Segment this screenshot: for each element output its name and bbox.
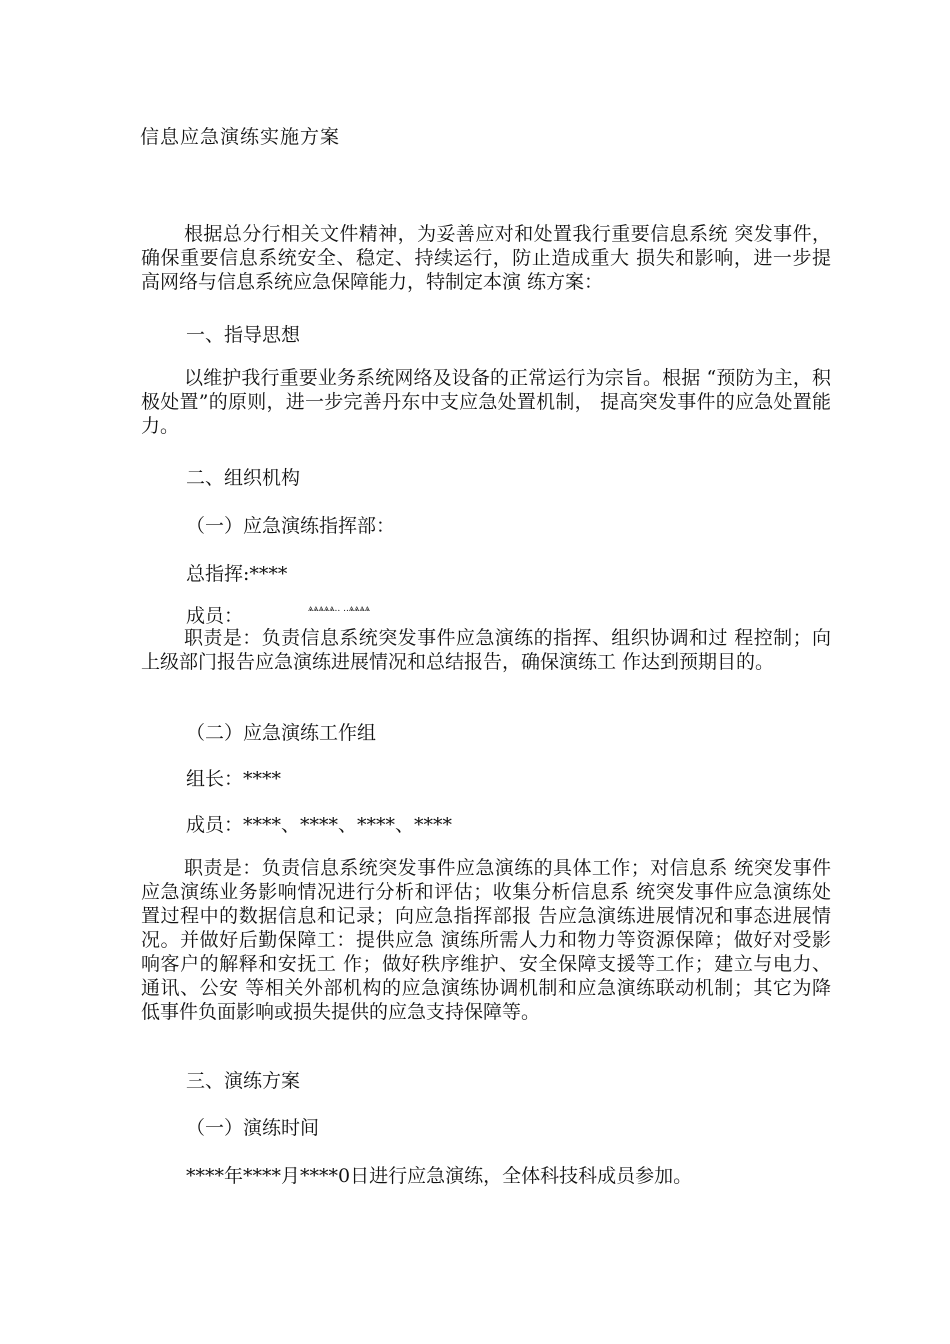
command-members-noise: ѧѧѧѧѧ.. ..ѧѧѧѧ — [308, 604, 371, 614]
group-duty-paragraph: 职责是：负责信息系统突发事件应急演练的具体工作；对信息系 统突发事件应急演练业务影响情况进行分析和评估；收集分析信息系 统突发事件应急演练处置过程中的数据信息和记录；向应急指挥部报 告应急演练进展情况和事态进展情况。并做好后勤保障工：提供应急 演练所需人力和物力等资源保障；做好对受影响客户的解释和安抚工 作；做好秩序维护、安全保障支援等工作；建立与电力、通讯、公安 等相关外部机构的应急演练协调机制和应急演练联动机制；其它为降 低事件负面影响或损失提供的应急支持保障等。 — [141, 857, 831, 1023]
group-members-line: 成员：****、****、****、**** — [186, 814, 453, 836]
command-members-label: 成员： — [186, 605, 244, 627]
group-leader-line: 组长：**** — [186, 768, 282, 790]
commander-line: 总指挥:**** — [186, 563, 288, 585]
intro-paragraph: 根据总分行相关文件精神，为妥善应对和处置我行重要信息系统 突发事件，确保重要信息系统安全、稳定、持续运行，防止造成重大 损失和影响，进一步提高网络与信息系统应急保障能力，特制定本演 练方案： — [141, 223, 831, 293]
section2-sub2-heading: （二）应急演练工作组 — [186, 722, 377, 744]
section3-sub1-heading: （一）演练时间 — [186, 1117, 320, 1139]
section3-heading: 三、演练方案 — [186, 1070, 301, 1092]
drill-time-line: ****年****月****0日进行应急演练，全体科技科成员参加。 — [186, 1165, 693, 1187]
section2-sub1-heading: （一）应急演练指挥部： — [186, 515, 396, 537]
section2-heading: 二、组织机构 — [186, 467, 301, 489]
document-title: 信息应急演练实施方案 — [140, 126, 341, 148]
section1-body: 以维护我行重要业务系统网络及设备的正常运行为宗旨。根据 “预防为主，积极处置”的原则，进一步完善丹东中支应急处置机制， 提高突发事件的应急处置能力。 — [141, 367, 831, 437]
command-duty-paragraph: 职责是：负责信息系统突发事件应急演练的指挥、组织协调和过 程控制；向上级部门报告应急演练进展情况和总结报告，确保演练工 作达到预期目的。 — [141, 627, 831, 673]
section1-heading: 一、指导思想 — [186, 324, 301, 346]
